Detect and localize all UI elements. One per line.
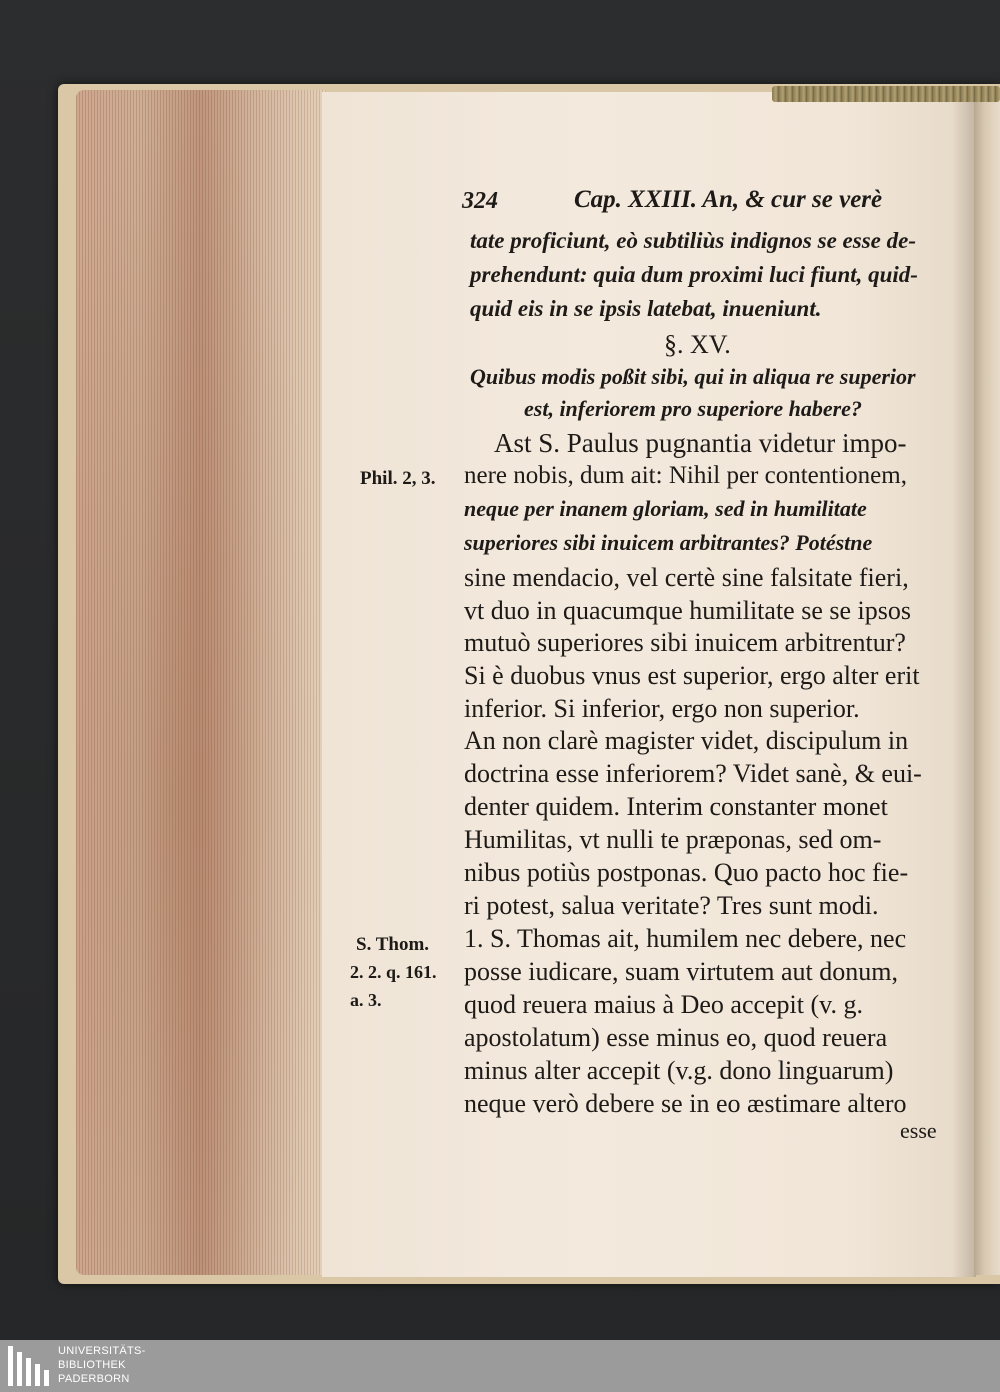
text-line: 1. S. Thomas ait, humilem nec debere, nec (464, 924, 907, 953)
text-line: Si è duobus vnus est superior, ergo alter erit (464, 661, 920, 690)
text-line: neque per inanem gloriam, sed in humilitate (464, 496, 867, 521)
library-logo-icon (8, 1346, 50, 1386)
text-line: inferior. Si inferior, ergo non superior. (464, 694, 860, 723)
text-line: quid eis in se ipsis latebat, inueniunt. (470, 296, 822, 321)
text-line: nibus potiùs postponas. Quo pacto hoc fie- (464, 858, 909, 887)
logo-line-1: UNIVERSITÄTS- (58, 1345, 146, 1357)
text-line: ri potest, salua veritate? Tres sunt modi. (464, 891, 879, 920)
text-line: superiores sibi inuicem arbitrantes? Potéstne (464, 530, 873, 555)
section-subtitle: est, inferiorem pro superiore habere? (524, 396, 862, 421)
text-line: Ast S. Paulus pugnantia videtur impo- (494, 428, 907, 458)
text-line: tate proficiunt, eò subtiliùs indignos se esse de- (470, 228, 916, 253)
text-line: minus alter accepit (v.g. dono linguarum) (464, 1056, 894, 1085)
library-logo-text (58, 1344, 146, 1386)
text-line: quod reuera maius à Deo accepit (v. g. (464, 990, 863, 1019)
gutter-shadow (952, 92, 976, 1277)
section-heading: §. XV. (664, 330, 731, 359)
library-footer (0, 1340, 1000, 1392)
section-subtitle: Quibus modis poßit sibi, qui in aliqua re superior (470, 364, 916, 389)
page-number: 324 (462, 188, 498, 214)
text-line: apostolatum) esse minus eo, quod reuera (464, 1023, 888, 1052)
margin-note-phil: Phil. 2, 3. (360, 468, 436, 489)
text-line: mutuò superiores sibi inuicem arbitrentur? (464, 628, 906, 657)
text-line: An non clarè magister videt, discipulum in (464, 726, 909, 755)
text-line: denter quidem. Interim constanter monet (464, 792, 888, 821)
text-line: doctrina esse inferiorem? Videt sanè, & eui- (464, 759, 922, 788)
text-line: vt duo in quacumque humilitate se se ipsos (464, 596, 911, 625)
facing-page-edge (974, 100, 1000, 1275)
text-line: nere nobis, dum ait: Nihil per contentionem, (464, 462, 907, 489)
bookmark-ribbon (772, 86, 1000, 102)
page-fore-edge (76, 90, 326, 1275)
text-line: prehendunt: quia dum proximi luci fiunt, quid- (470, 262, 918, 287)
margin-note-thomas: S. Thom. (356, 934, 430, 955)
text-line: neque verò debere se in eo æstimare altero (464, 1089, 907, 1118)
running-title: Cap. XXIII. An, & cur se verè (574, 186, 883, 213)
catchword: esse (900, 1118, 937, 1143)
logo-line-3: PADERBORN (58, 1373, 130, 1385)
margin-note-thomas-ref: 2. 2. q. 161. (350, 962, 437, 982)
logo-line-2: BIBLIOTHEK (58, 1359, 126, 1371)
text-line: posse iudicare, suam virtutem aut donum, (464, 957, 898, 986)
margin-note-thomas-art: a. 3. (350, 990, 382, 1010)
text-line: sine mendacio, vel certè sine falsitate fieri, (464, 563, 909, 592)
text-line: Humilitas, vt nulli te præponas, sed om- (464, 825, 882, 854)
